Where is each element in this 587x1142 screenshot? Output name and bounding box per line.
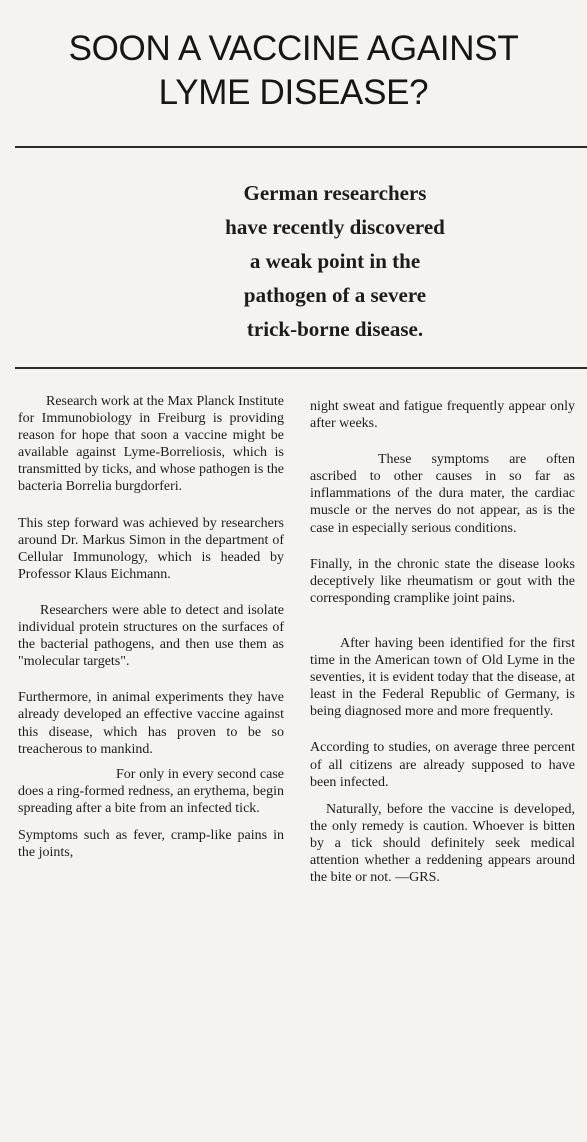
paragraph: Naturally, before the vaccine is developed, the only remedy is caution. Whoever is bitten by a tick should definitely seek medical attention whether a reddening appears around the bite or not. —GRS.	[310, 801, 575, 886]
deck-line-1: German researchers	[243, 181, 427, 205]
paragraph: Finally, in the chronic state the disease looks deceptively like rheumatism or gout with the corresponding cramplike joint pains.	[310, 556, 575, 606]
headline-line-1: SOON A VACCINE AGAINST	[68, 29, 519, 68]
top-divider	[15, 146, 587, 148]
deck-line-5: trick-borne disease.	[246, 317, 424, 341]
deck-line-2: have recently discovered	[225, 215, 445, 239]
article-headline	[0, 27, 587, 115]
paragraph: Research work at the Max Planck Institute for Immunobiology in Freiburg is providing reason for hope that soon a vaccine might be available against Lyme-Borreliosis, which is transmitted by ticks, and whose pathogen is the bacteria Borrelia burgdorferi.	[18, 394, 284, 495]
right-column	[310, 398, 575, 886]
paragraph: Researchers were able to detect and isolate individual protein structures on the surfaces of the bacterial pathogens, and then use them as "molecular targets".	[18, 602, 284, 670]
paragraph: For only in every second case does a ring-formed redness, an erythema, begin spreading after a bite from an infected tick.	[18, 766, 284, 816]
paragraph: According to studies, on average three percent of all citizens are already supposed to have been infected.	[310, 740, 575, 790]
paragraph: Furthermore, in animal experiments they have already developed an effective vaccine against this disease, which has proven to be so treacherous to mankind.	[18, 690, 284, 757]
left-column	[18, 393, 284, 861]
paragraph: These symptoms are often ascribed to other causes in so far as inflammations of the dura mater, the cardiac muscle or the nerves do not appear, as is the case in especially serious conditions.	[310, 452, 575, 536]
bottom-divider	[15, 367, 587, 369]
paragraph: night sweat and fatigue frequently appear only after weeks.	[310, 399, 575, 432]
paragraph: After having been identified for the first time in the American town of Old Lyme in the seventies, it is evident today that the disease, at least in the Federal Republic of Germany, is being diagnosed more and more frequently.	[310, 635, 575, 720]
paragraph: This step forward was achieved by researchers around Dr. Markus Simon in the department of Cellular Immunology, which is headed by Professor Klaus Eichmann.	[18, 515, 284, 582]
article-deck	[150, 176, 520, 346]
deck-line-4: pathogen of a severe	[243, 283, 427, 307]
deck-line-3: a weak point in the	[249, 249, 421, 273]
paragraph: Symptoms such as fever, cramp-like pains in the joints,	[18, 827, 284, 861]
headline-line-2: LYME DISEASE?	[158, 73, 429, 112]
